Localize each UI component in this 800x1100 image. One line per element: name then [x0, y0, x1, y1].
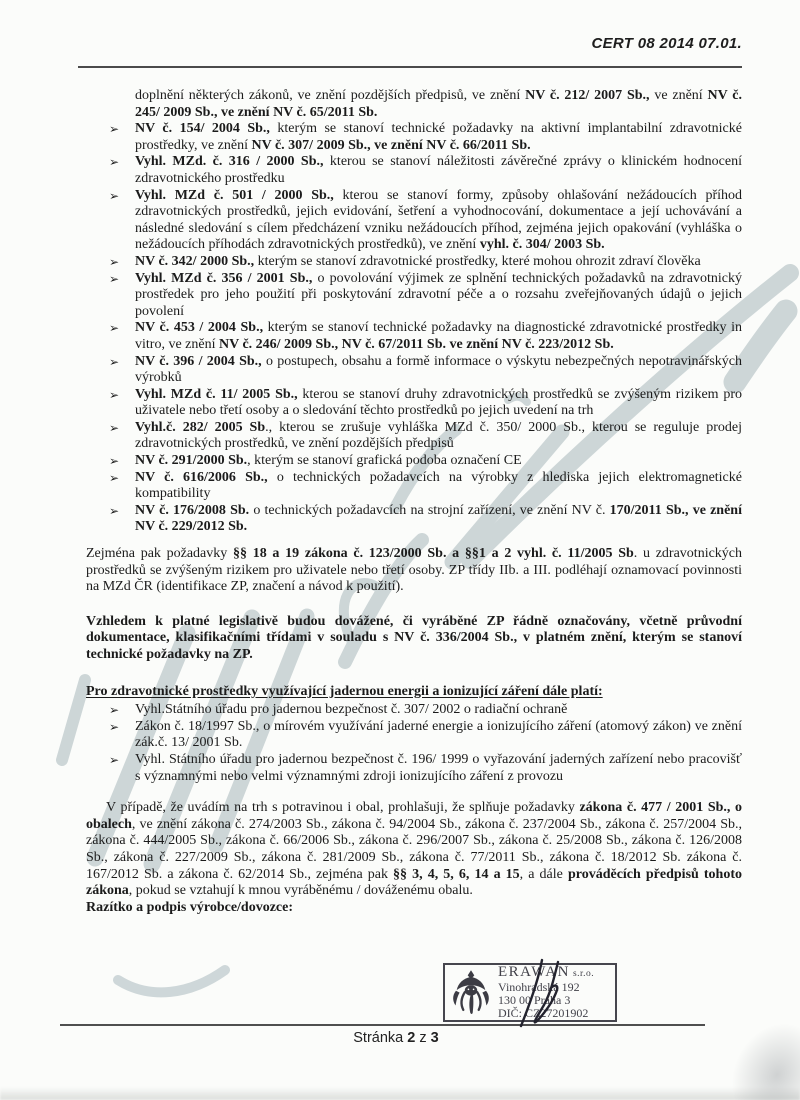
stamp-text-block: [498, 965, 594, 1020]
list-item-text: Vyhl.Státního úřadu pro jadernou bezpečnost č. 307/ 2002 o radiační ochraně: [135, 702, 568, 718]
document-body: [86, 88, 742, 916]
page-number: Stránka 2 z 3: [353, 1030, 439, 1046]
stamp-address-line: Vinohradská 192: [498, 980, 580, 994]
bullet-arrow-icon: ➢: [109, 271, 120, 286]
list-item-text: Vyhl. MZd č. 501 / 2000 Sb., kterou se stanoví formy, způsoby ohlašování nežádoucích příhod zdravotnických prostředků, jejich evidování, šetření a vyhodnocování, dokumentace a její uchovávání a následné sledování s cílem předcházení vzniku nežádoucích příhod, zejména jejich opakování (vyhláška o nežádoucích příhodách zdravotnických prostředků), ve znění vyhl. č. 304/ 2003 Sb.: [135, 187, 742, 253]
bullet-arrow-icon: ➢: [109, 454, 120, 469]
list-item: [86, 719, 742, 752]
paragraph-vzhledem: Vzhledem k platné legislativě budou dovážené, či vyráběné ZP řádně označovány, včetně průvodní dokumentace, klasifikačními třídami v souladu s NV č. 336/2004 Sb., v platném znění, kterým se stanoví technické požadavky na ZP.: [86, 613, 742, 662]
nuclear-list: [86, 702, 742, 785]
scan-corner-curl: [713, 1006, 800, 1100]
list-item: [86, 271, 742, 321]
list-item: [86, 470, 742, 503]
list-item-text: NV č. 453 / 2004 Sb., kterým se stanoví technické požadavky na diagnostické zdravotnické prostředky in vitro, ve znění NV č. 246/ 2009 Sb., NV č. 67/2011 Sb. ve znění NV č. 223/2012 Sb.: [135, 320, 742, 352]
stamp-company-suffix: s.r.o.: [572, 969, 595, 979]
regulation-list: [86, 121, 742, 536]
document-code: CERT 08 2014 07.01.: [591, 35, 742, 52]
stamp-company-name: ERAWAN: [498, 964, 570, 980]
bullet-arrow-icon: ➢: [109, 470, 120, 485]
scan-bottom-smudge: [0, 1087, 800, 1100]
list-item: [86, 354, 742, 387]
intro-continuation-paragraph: doplnění některých zákonů, ve znění pozdějších předpisů, ve znění NV č. 212/ 2007 Sb., ve znění NV č. 245/ 2009 Sb., ve znění NV č. 65/2011 Sb.: [135, 88, 742, 120]
list-item: [86, 154, 742, 187]
list-item: [86, 453, 742, 470]
list-item: [86, 503, 742, 536]
footer-rule: [60, 1024, 705, 1026]
section-heading-nuclear: Pro zdravotnické prostředky využívající jadernou energii a ionizující záření dále platí:: [86, 683, 603, 699]
list-item: [86, 420, 742, 453]
company-stamp: [443, 963, 617, 1022]
list-item-text: Zákon č. 18/1997 Sb., o mírovém využívání jaderné energie a ionizujícího záření (atomový zákon) ve znění zák.č. 13/ 2001 Sb.: [135, 718, 742, 751]
list-item: [86, 254, 742, 271]
signature-caption: Razítko a podpis výrobce/dovozce:: [86, 899, 294, 915]
bullet-arrow-icon: ➢: [109, 503, 120, 518]
list-item-text: NV č. 396 / 2004 Sb., o postupech, obsahu a formě informace o výskytu nebezpečných nepotravinářských výrobků: [135, 353, 742, 386]
list-item: [86, 702, 742, 719]
bullet-arrow-icon: ➢: [109, 321, 120, 336]
list-item: [86, 320, 742, 353]
list-item-text: NV č. 154/ 2004 Sb., kterým se stanoví technické požadavky na aktivní implantabilní zdravotnické prostředky, ve znění NV č. 307/ 2009 Sb., ve znění NV č. 66/2011 Sb.: [135, 121, 742, 153]
list-item-text: Vyhl. MZd č. 356 / 2001 Sb., o povolování výjimek ze splnění technických požadavků na zdravotnický prostředek pro jeho použití při poskytování zdravotní péče a o rozsahu zveřejňovaných údajů o jejich povolení: [135, 270, 743, 319]
list-item-text: NV č. 291/2000 Sb., kterým se stanoví grafická podoba označení CE: [135, 453, 522, 469]
bullet-arrow-icon: ➢: [109, 354, 120, 369]
list-item-text: NV č. 342/ 2000 Sb., kterým se stanoví zdravotnické prostředky, které mohou ohrozit zdraví člověka: [135, 253, 701, 269]
bullet-arrow-icon: ➢: [109, 703, 120, 718]
paragraph-packaging: V případě, že uvádím na trh s potravinou i obal, prohlašuji, že splňuje požadavky zákona č. 477 / 2001 Sb., o obalech, ve znění zákona č. 274/2003 Sb., zákona č. 94/2004 Sb., zákona č. 237/2004 Sb., zákona č. 257/2004 Sb., zákona č. 444/2005 Sb., zákona č. 66/2006 Sb., zákona č. 296/2007 Sb., zákona č. 25/2008 Sb., zákona č. 126/2008 Sb., zákona č. 227/2009 Sb., zákona č. 281/2009 Sb., zákona č. 77/2011 Sb., zákona č. 18/2012 Sb. zákona č. 167/2012 Sb. a zákona č. 62/2014 Sb., zejména pak §§ 3, 4, 5, 6, 14 a 15, a dále prováděcích předpisů tohoto zákona, pokud se vztahují k mnou vyráběnému / dováženému obalu.: [86, 800, 743, 899]
bullet-arrow-icon: ➢: [109, 155, 120, 170]
bullet-arrow-icon: ➢: [109, 122, 120, 137]
list-item-text: NV č. 616/2006 Sb., o technických požadavcích na výrobky z hlediska jejich elektromagnetické kompatibility: [135, 469, 742, 502]
list-item: [86, 752, 742, 785]
paragraph-zejmena: Zejména pak požadavky §§ 18 a 19 zákona č. 123/2000 Sb. a §§1 a 2 vyhl. č. 11/2005 Sb. u zdravotnických prostředků se zvýšeným rizikem pro uživatele nebo třetí osoby. ZP třídy IIb. a III. podléhají oznamovací povinnosti na MZd ČR (identifikace ZP, značení a návod k použití).: [86, 546, 743, 595]
header-rule: [78, 66, 742, 68]
list-item: [86, 387, 742, 420]
stamp-company-line: [498, 965, 594, 981]
list-item-text: NV č. 176/2008 Sb. o technických požadavcích na strojní zařízení, ve znění NV č. 170/2011 Sb., ve znění NV č. 229/2012 Sb.: [135, 502, 742, 535]
list-item: [86, 188, 742, 254]
bullet-arrow-icon: ➢: [109, 254, 120, 269]
list-item: [86, 121, 742, 154]
bullet-arrow-icon: ➢: [109, 752, 120, 767]
bullet-arrow-icon: ➢: [109, 387, 120, 402]
erawan-elephant-logo: [449, 967, 493, 1019]
bullet-arrow-icon: ➢: [109, 719, 120, 734]
list-item-text: Vyhl.č. 282/ 2005 Sb., kterou se zrušuje vyhláška MZd č. 350/ 2000 Sb., kterou se reguluje prodej zdravotnických prostředků, ve znění pozdějších předpisů: [135, 419, 742, 452]
list-item-text: Vyhl. MZd. č. 316 / 2000 Sb., kterou se stanoví náležitosti závěrečné zprávy o klinickém hodnocení zdravotnického prostředku: [135, 154, 743, 186]
list-item-text: Vyhl. Státního úřadu pro jadernou bezpečnost č. 196/ 1999 o vyřazování jaderných zařízení nebo pracovišť s významnými nebo velmi významnými zdroji ionizujícího záření z provozu: [135, 751, 742, 784]
stamp-address-line: 130 00 Praha 3: [498, 993, 571, 1007]
list-item-text: Vyhl. MZd č. 11/ 2005 Sb., kterou se stanoví druhy zdravotnických prostředků se zvýšeným rizikem pro uživatele nebo třetí osoby a o sledování těchto prostředků po jejich uvedení na trh: [135, 386, 742, 419]
bullet-arrow-icon: ➢: [109, 188, 120, 203]
bullet-arrow-icon: ➢: [109, 420, 120, 435]
stamp-tax-id: DIČ: CZ27201902: [498, 1006, 589, 1020]
